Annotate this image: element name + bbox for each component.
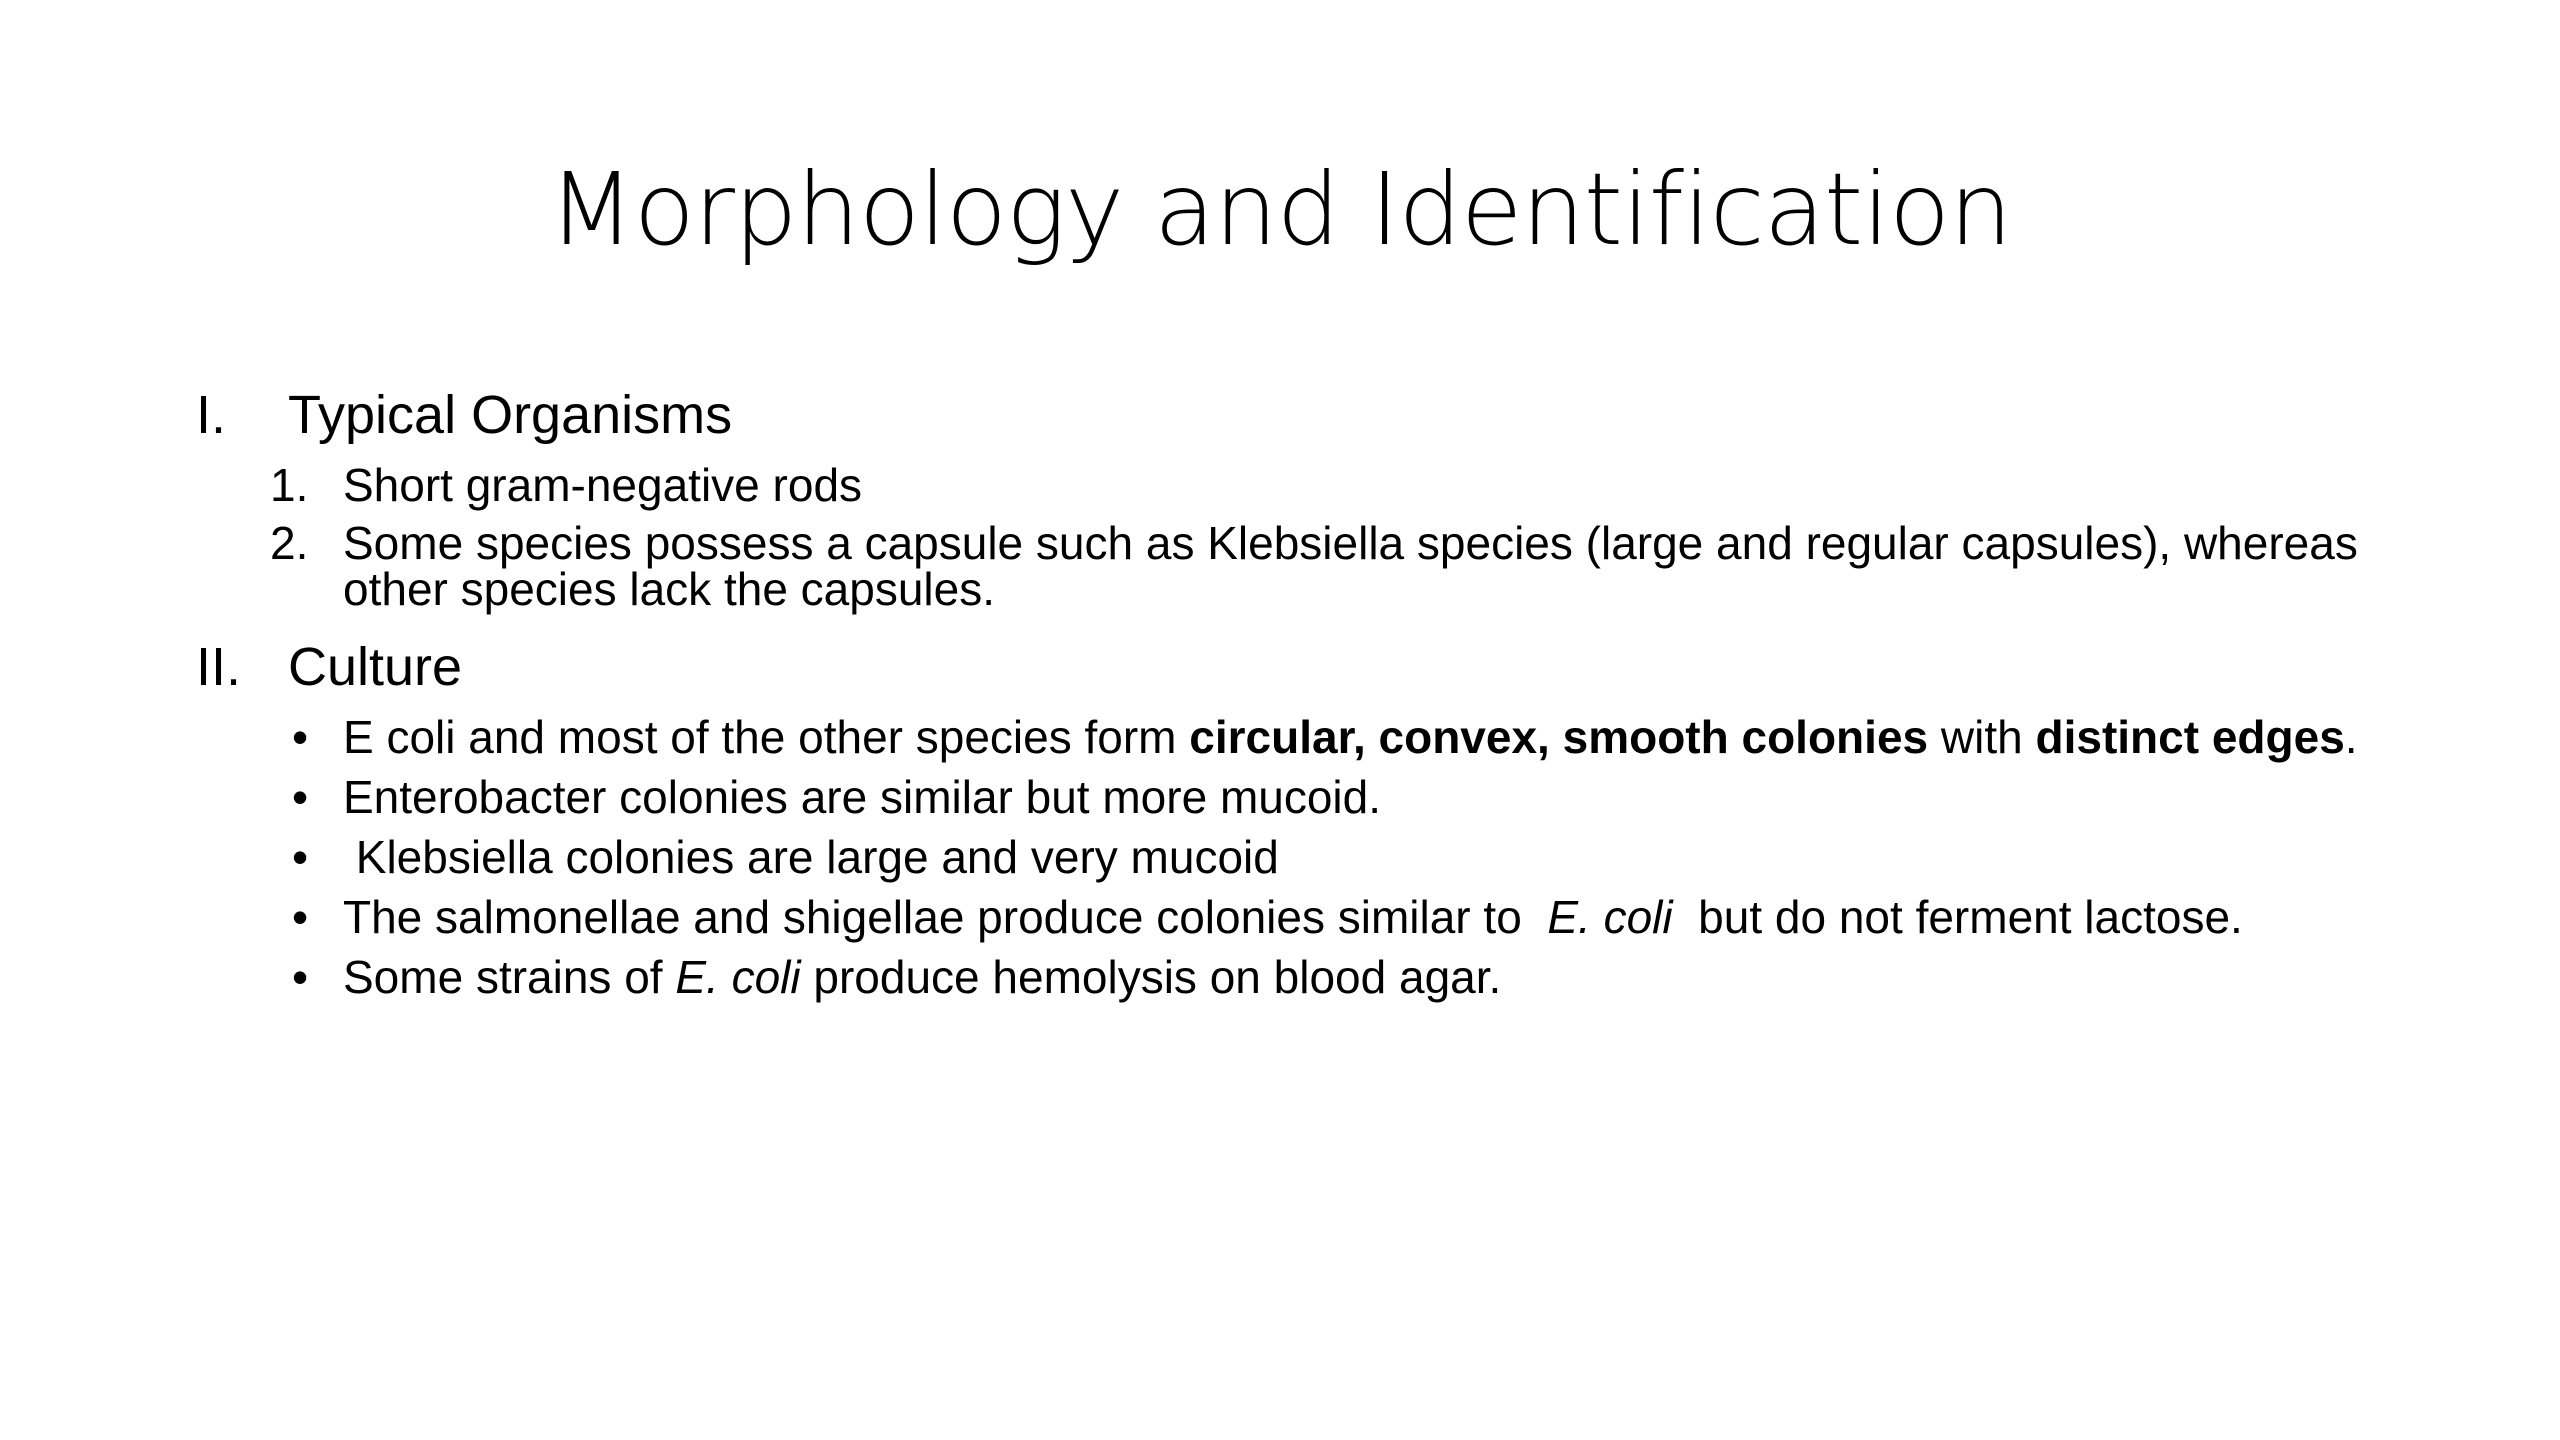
bullet-text: Klebsiella colonies are large and very mucoid [343, 831, 1279, 883]
section-heading: Typical Organisms [288, 385, 733, 445]
list-item [0, 517, 2560, 615]
section-marker: I. [196, 385, 227, 445]
text-run: with [1928, 711, 2036, 763]
italic-run: E. coli [1547, 891, 1673, 943]
bullet-text [343, 951, 2403, 1003]
list-item-text: Short gram-negative rods [343, 459, 863, 511]
bullet-text [343, 711, 2403, 763]
bullet-text [343, 891, 2403, 943]
section-culture [0, 632, 2560, 702]
text-run: produce hemolysis on blood agar. [800, 951, 1502, 1003]
list-item-number: 2. [270, 517, 309, 569]
bullet-item [0, 951, 2560, 1003]
section-heading: Culture [288, 637, 463, 697]
text-run: but do not ferment lactose. [1672, 891, 2243, 943]
slide-title: Morphology and Identification [548, 151, 2012, 268]
italic-run: E. coli [675, 951, 801, 1003]
bullet-item [0, 771, 2560, 823]
text-run: The salmonellae and shigellae produce colonies similar to [343, 891, 1548, 943]
text-run: Some strains of [343, 951, 676, 1003]
bullet-item [0, 711, 2560, 763]
bullet-icon: • [292, 951, 309, 1003]
section-typical-organisms [0, 380, 2560, 450]
list-item-number: 1. [270, 459, 309, 511]
slide-body [0, 380, 2560, 1003]
list-item-text: Some species possess a capsule such as Klebsiella species (large and regular capsules), whereas other species lack the capsules. [343, 517, 2358, 615]
bullet-item [0, 891, 2560, 943]
list-item [0, 459, 2560, 511]
bold-run: circular, convex, smooth colonies [1189, 711, 1929, 763]
bold-run: distinct edges [2035, 711, 2345, 763]
bullet-item [0, 831, 2560, 883]
bullet-icon: • [292, 831, 309, 883]
section-marker: II. [196, 637, 242, 697]
bullet-icon: • [292, 771, 309, 823]
text-run: E coli and most of the other species form [343, 711, 1190, 763]
text-run: . [2344, 711, 2358, 763]
bullet-text: Enterobacter colonies are similar but more mucoid. [343, 771, 1382, 823]
bullet-icon: • [292, 711, 309, 763]
bullet-icon: • [292, 891, 309, 943]
